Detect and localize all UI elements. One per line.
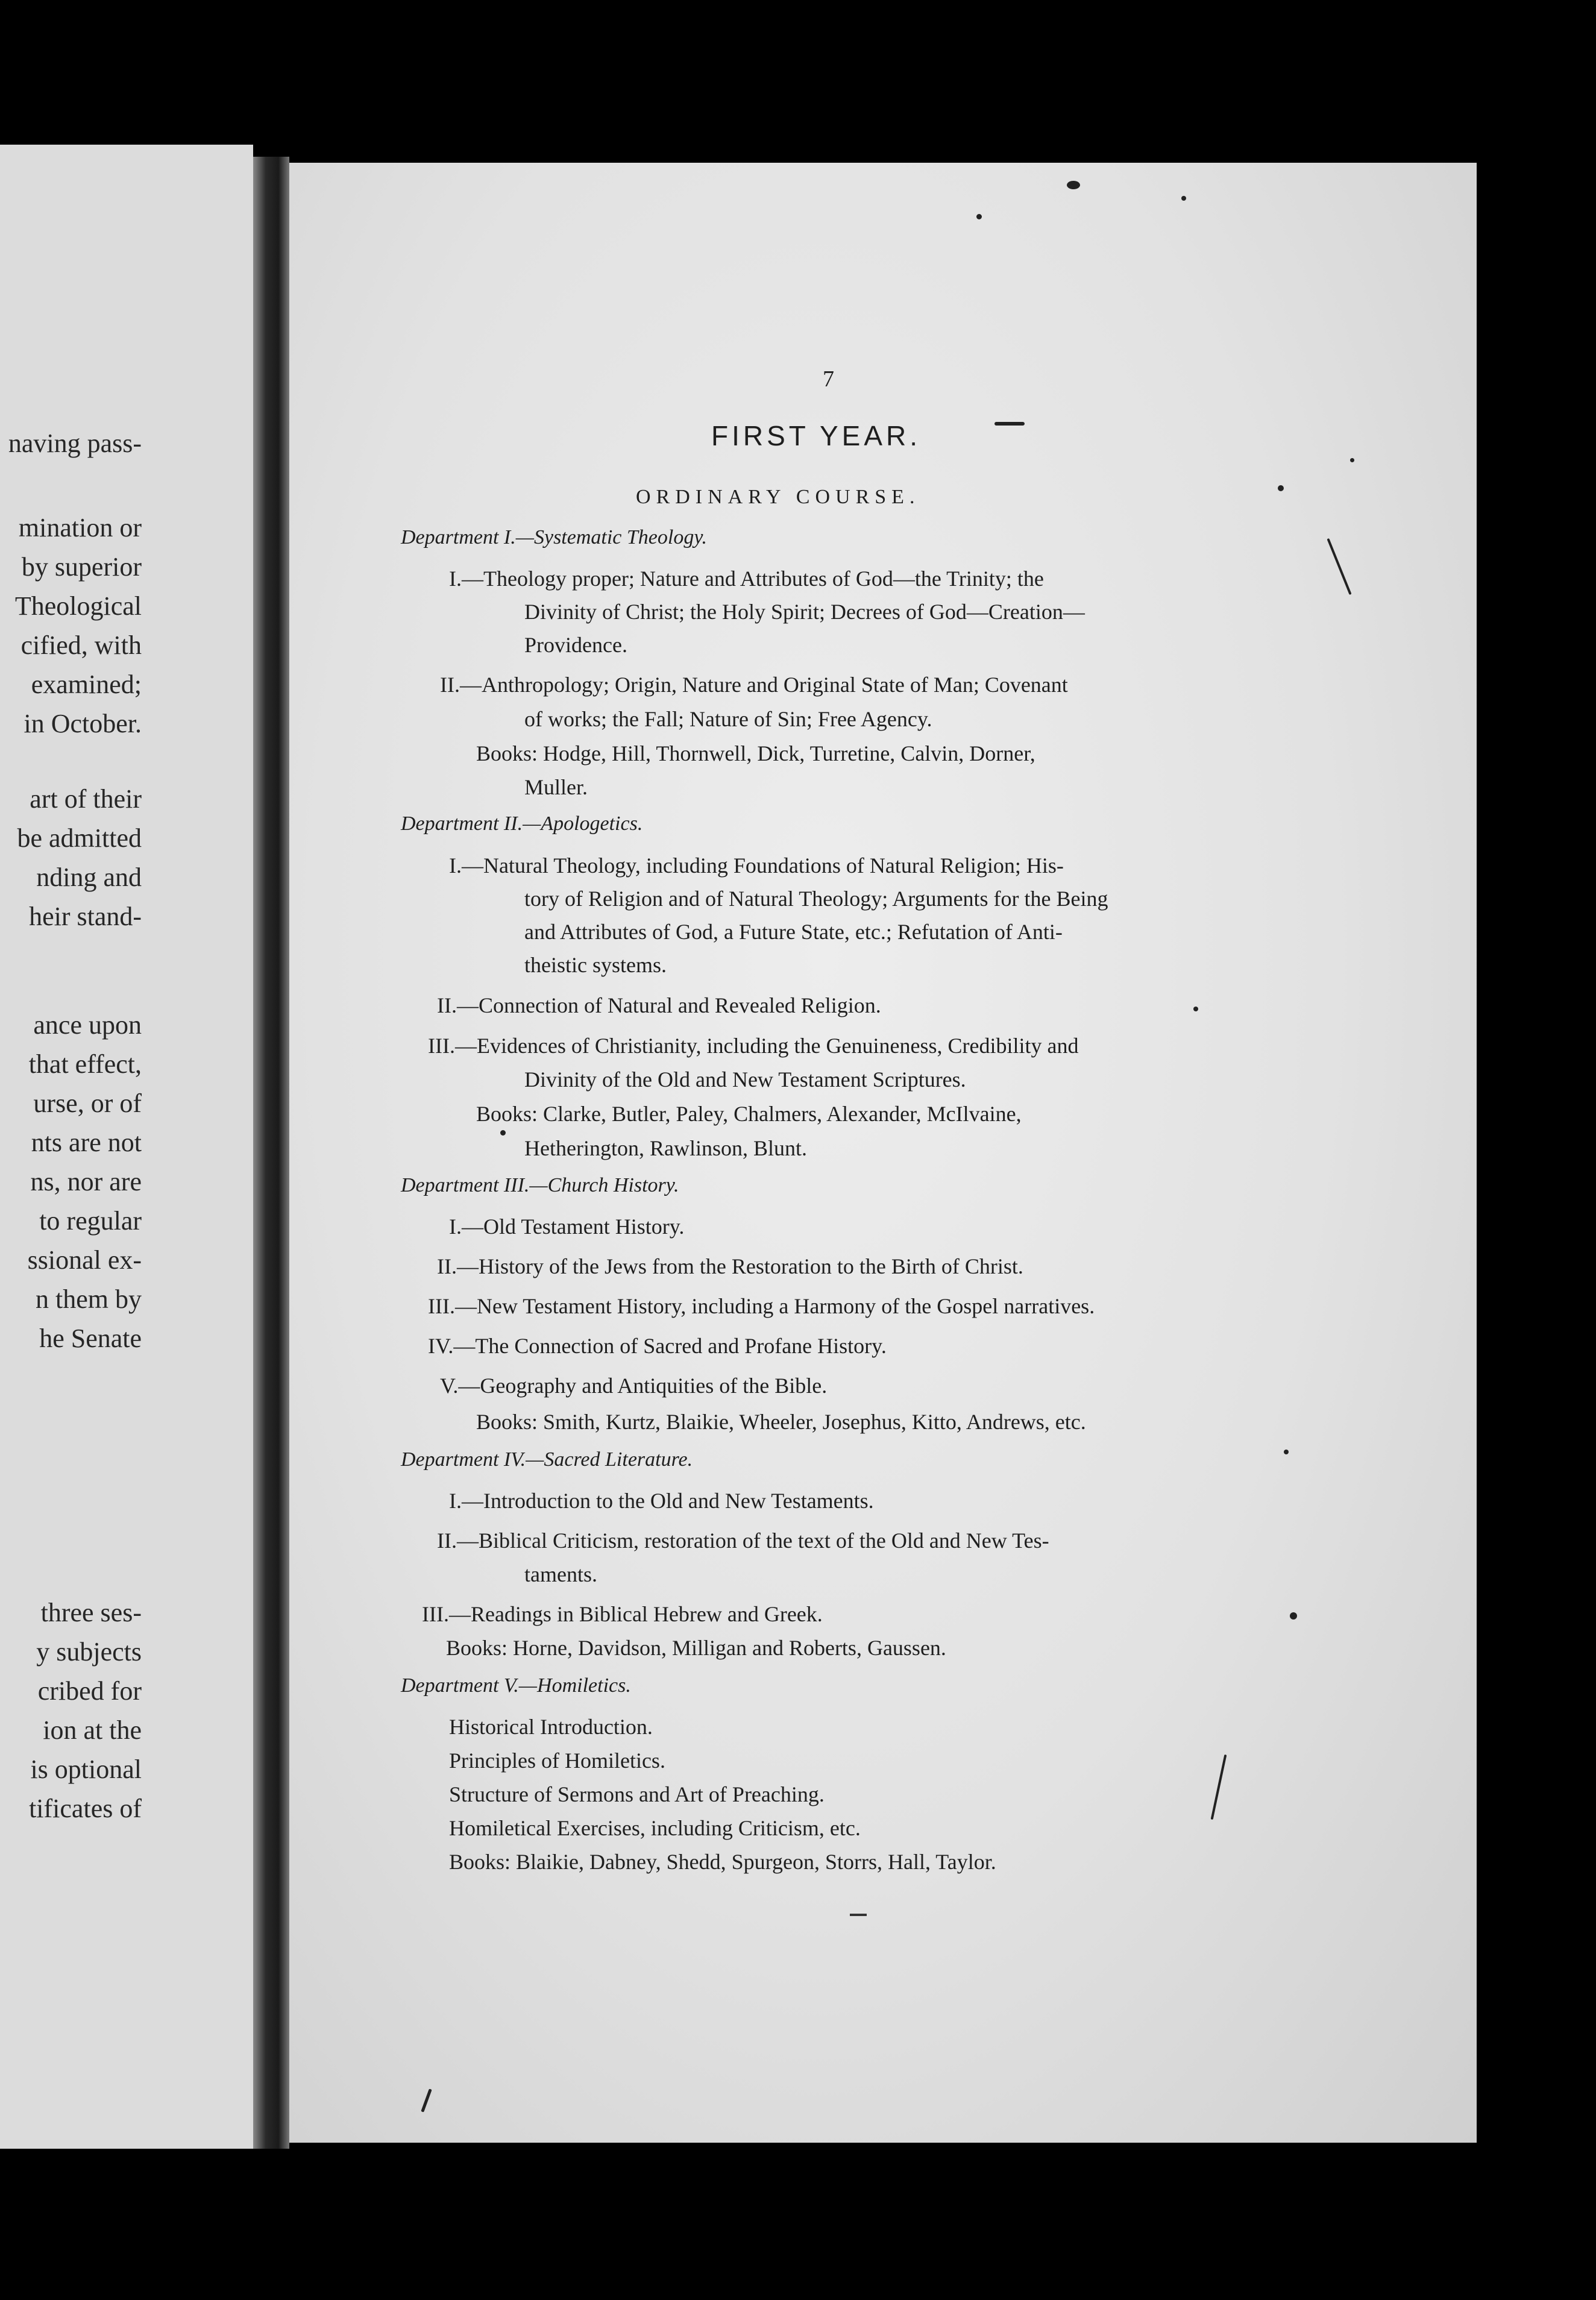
left-fragment: that effect, — [28, 1049, 142, 1079]
text-line: Divinity of the Old and New Testament Scriptures. — [524, 1067, 966, 1092]
department-name: V.—Homiletics. — [503, 1674, 631, 1697]
scan-speck — [421, 2088, 432, 2112]
text-line: Books: Clarke, Butler, Paley, Chalmers, Alexander, McIlvaine, — [476, 1102, 1022, 1126]
text-line: Historical Introduction. — [449, 1715, 653, 1739]
text-line: Books: Smith, Kurtz, Blaikie, Wheeler, Josephus, Kitto, Andrews, etc. — [476, 1410, 1086, 1434]
text-line: V.—Geography and Antiquities of the Bible. — [440, 1374, 828, 1398]
scan-speck — [1067, 181, 1080, 189]
left-fragment: tificates of — [29, 1794, 142, 1823]
department-heading — [401, 814, 642, 834]
left-fragment: ssional ex- — [27, 1245, 142, 1275]
department-label: Department — [401, 1674, 499, 1697]
department-name: IV.—Sacred Literature. — [503, 1448, 693, 1471]
scan-speck — [1193, 1007, 1198, 1011]
text-line: Structure of Sermons and Art of Preaching. — [449, 1782, 825, 1806]
department-label: Department — [401, 526, 499, 548]
department-heading — [401, 1676, 631, 1696]
text-line: I.—Introduction to the Old and New Testaments. — [449, 1489, 874, 1513]
left-fragment: naving pass- — [8, 429, 142, 458]
text-line: IV.—The Connection of Sacred and Profane History. — [428, 1334, 887, 1358]
left-fragment: is optional — [30, 1755, 142, 1784]
left-fragment: mination or — [18, 513, 142, 542]
text-line: tory of Religion and of Natural Theology; Arguments for the Being — [524, 887, 1108, 911]
text-line: Books: Hodge, Hill, Thornwell, Dick, Turretine, Calvin, Dorner, — [476, 741, 1035, 765]
text-line: III.—New Testament History, including a Harmony of the Gospel narratives. — [428, 1294, 1095, 1318]
text-line: I.—Old Testament History. — [449, 1214, 685, 1239]
left-fragment: cified, with — [20, 630, 142, 660]
end-dash — [850, 1914, 867, 1916]
left-fragment: art of their — [30, 784, 142, 814]
left-fragment: Theological — [14, 591, 142, 621]
left-fragment: three ses- — [40, 1598, 142, 1627]
left-fragment: he Senate — [39, 1324, 142, 1353]
text-line: theistic systems. — [524, 953, 667, 977]
right-page — [289, 163, 1477, 2143]
left-page — [0, 145, 253, 2149]
left-fragment: examined; — [31, 670, 142, 699]
text-line: Principles of Homiletics. — [449, 1749, 665, 1773]
left-fragment: y subjects — [36, 1637, 142, 1667]
text-line: I.—Natural Theology, including Foundations of Natural Religion; His- — [449, 853, 1064, 878]
left-fragment: heir stand- — [29, 902, 142, 931]
department-heading — [401, 1450, 693, 1470]
text-line: Providence. — [524, 633, 627, 657]
department-heading — [401, 1175, 679, 1196]
scan-speck — [1290, 1612, 1297, 1620]
department-label: Department — [401, 1174, 499, 1196]
scan-speck — [1350, 458, 1354, 462]
text-line: II.—Connection of Natural and Revealed Religion. — [437, 993, 881, 1017]
scan-speck — [994, 422, 1025, 426]
text-line: of works; the Fall; Nature of Sin; Free Agency. — [524, 707, 932, 731]
text-line: I.—Theology proper; Nature and Attributes of God—the Trinity; the — [449, 567, 1044, 591]
text-line: Books: Horne, Davidson, Milligan and Roberts, Gaussen. — [446, 1636, 946, 1660]
page-title: FIRST YEAR. — [711, 420, 922, 451]
department-heading — [401, 527, 707, 548]
left-fragment: in October. — [24, 709, 142, 738]
text-line: III.—Evidences of Christianity, including the Genuineness, Credibility and — [428, 1034, 1079, 1058]
left-fragment: nts are not — [31, 1128, 142, 1157]
page-number: 7 — [823, 366, 834, 392]
department-name: I.—Systematic Theology. — [503, 526, 708, 548]
text-line: and Attributes of God, a Future State, etc.; Refutation of Anti- — [524, 920, 1063, 944]
left-fragment: urse, or of — [33, 1089, 142, 1118]
book-gutter — [253, 157, 289, 2149]
text-line: taments. — [524, 1562, 597, 1586]
left-fragment: by superior — [21, 552, 142, 582]
left-fragment: ance upon — [33, 1010, 142, 1040]
text-line: II.—Biblical Criticism, restoration of the text of the Old and New Tes- — [437, 1529, 1049, 1553]
text-line: Hetherington, Rawlinson, Blunt. — [524, 1136, 807, 1160]
scan-speck — [1181, 196, 1186, 201]
scan-speck — [500, 1130, 506, 1136]
text-line: Muller. — [524, 775, 588, 799]
text-line: III.—Readings in Biblical Hebrew and Greek. — [422, 1602, 823, 1626]
department-name: III.—Church History. — [503, 1174, 679, 1196]
department-name: II.—Apologetics. — [503, 812, 643, 835]
department-label: Department — [401, 1448, 499, 1471]
scan-speck — [1278, 485, 1284, 491]
text-line: Books: Blaikie, Dabney, Shedd, Spurgeon, Storrs, Hall, Taylor. — [449, 1850, 996, 1874]
left-fragment: cribed for — [37, 1676, 142, 1706]
left-fragment: ns, nor are — [30, 1167, 142, 1196]
text-line: Divinity of Christ; the Holy Spirit; Decrees of God—Creation— — [524, 600, 1085, 624]
scan-speck — [1211, 1755, 1227, 1820]
scan-speck — [1284, 1450, 1289, 1454]
left-fragment: nding and — [36, 862, 142, 892]
left-fragment: be admitted — [17, 823, 142, 853]
page-subtitle: ORDINARY COURSE. — [636, 486, 920, 508]
text-line: II.—Anthropology; Origin, Nature and Original State of Man; Covenant — [440, 673, 1068, 697]
text-line: II.—History of the Jews from the Restoration to the Birth of Christ. — [437, 1254, 1023, 1278]
scan-speck — [1327, 538, 1351, 595]
left-fragment: n them by — [36, 1284, 142, 1314]
scan-speck — [976, 214, 982, 219]
left-fragment: to regular — [39, 1206, 142, 1236]
left-fragment: ion at the — [43, 1715, 142, 1745]
department-label: Department — [401, 812, 499, 835]
text-line: Homiletical Exercises, including Criticism, etc. — [449, 1816, 861, 1840]
